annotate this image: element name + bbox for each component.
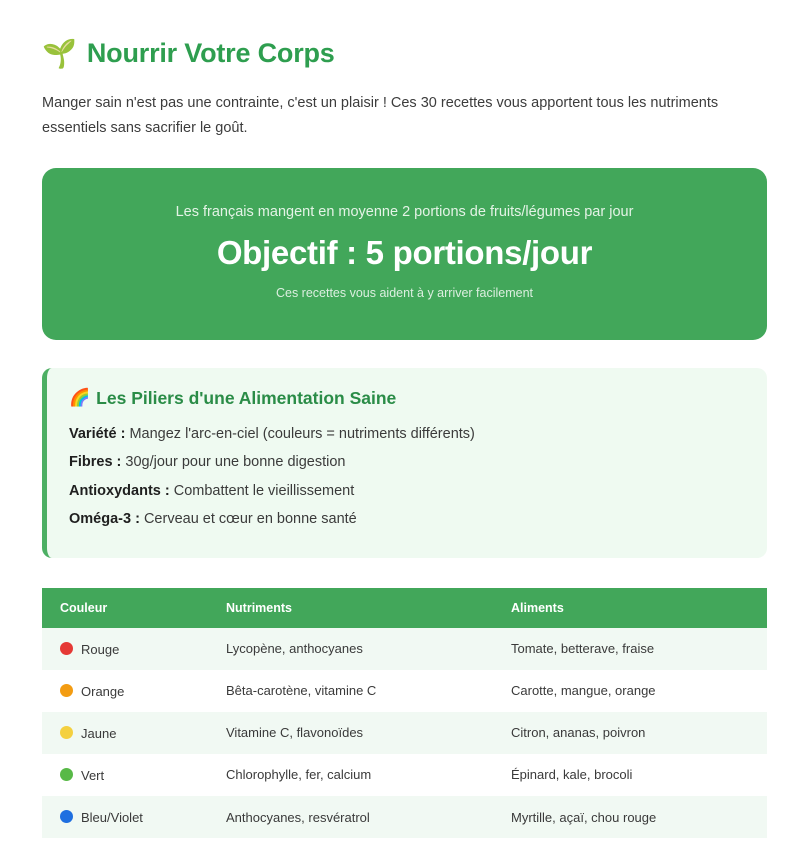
list-item	[69, 423, 743, 446]
table-row	[42, 712, 767, 754]
cell-couleur	[42, 712, 212, 754]
cell-couleur	[42, 754, 212, 796]
column-header-aliments: Aliments	[497, 588, 767, 628]
cell-aliments: Tomate, betterave, fraise	[511, 641, 655, 657]
intro-paragraph: Manger sain n'est pas une contrainte, c'est un plaisir ! Ces 30 recettes vous apportent tous les nutriments essentiels sans sacrifier le goût.	[42, 95, 719, 137]
pillar-desc: Combattent le vieillissement	[169, 482, 355, 499]
goal-banner-headline: Objectif : 5 portions/jour	[216, 233, 593, 271]
cell-aliments: Carotte, mangue, orange	[511, 683, 656, 699]
pillars-title: Les Piliers d'une Alimentation Saine	[96, 387, 397, 408]
cell-aliments: Épinard, kale, brocoli	[511, 767, 633, 783]
couleur-label: Jaune	[81, 725, 117, 741]
cell-aliments: Myrtille, açaï, chou rouge	[511, 809, 657, 825]
color-swatch-icon	[60, 642, 73, 655]
pillars-card	[42, 368, 767, 558]
goal-banner	[42, 168, 767, 340]
table-row	[42, 670, 767, 712]
color-swatch-icon	[60, 684, 73, 697]
pillar-term: Variété :	[69, 425, 126, 442]
cell-nutriments: Chlorophylle, fer, calcium	[226, 767, 372, 783]
table-header-row	[42, 588, 767, 628]
pillar-term: Antioxydants :	[69, 482, 170, 499]
pillar-desc: 30g/jour pour une bonne digestion	[121, 454, 346, 471]
pillars-list	[69, 423, 743, 532]
cell-nutriments: Anthocyanes, resvératrol	[226, 809, 370, 825]
pillar-term: Fibres :	[69, 454, 122, 471]
pillar-term: Oméga-3 :	[69, 511, 140, 528]
list-item	[69, 451, 743, 474]
couleur-label: Orange	[81, 683, 125, 699]
list-item	[69, 508, 743, 531]
rainbow-icon: 🌈	[69, 388, 91, 408]
pillars-header	[69, 388, 743, 409]
table-header	[42, 588, 767, 628]
couleur-label: Rouge	[81, 641, 120, 657]
pillar-desc: Cerveau et cœur en bonne santé	[139, 511, 357, 528]
color-swatch-icon	[60, 768, 73, 781]
goal-banner-subtitle-bottom: Ces recettes vous aident à y arriver facilement	[275, 285, 534, 300]
cell-nutriments: Lycopène, anthocyanes	[226, 641, 363, 657]
couleur-label: Bleu/Violet	[81, 810, 143, 826]
cell-couleur	[42, 670, 212, 712]
column-header-couleur: Couleur	[42, 588, 212, 628]
goal-banner-subtitle-top: Les français mangent en moyenne 2 portions de fruits/légumes par jour	[175, 203, 634, 220]
cell-aliments: Citron, ananas, poivron	[511, 725, 646, 741]
column-header-nutriments: Nutriments	[212, 588, 497, 628]
page-title	[42, 38, 767, 69]
color-nutrients-table	[42, 588, 767, 838]
table-body	[42, 628, 767, 838]
cell-couleur	[42, 796, 212, 838]
cell-couleur	[42, 628, 212, 670]
table-row	[42, 796, 767, 838]
color-swatch-icon	[60, 810, 73, 823]
cell-nutriments: Vitamine C, flavonoïdes	[226, 725, 364, 741]
cell-nutriments: Bêta-carotène, vitamine C	[226, 683, 377, 699]
page-title-text: Nourrir Votre Corps	[86, 38, 335, 68]
couleur-label: Vert	[81, 768, 105, 783]
pillar-desc: Mangez l'arc-en-ciel (couleurs = nutriments différents)	[125, 425, 475, 442]
list-item	[69, 480, 743, 503]
table-row	[42, 628, 767, 670]
table-row	[42, 754, 767, 796]
color-swatch-icon	[60, 726, 73, 739]
seedling-icon: 🌱	[42, 37, 77, 69]
